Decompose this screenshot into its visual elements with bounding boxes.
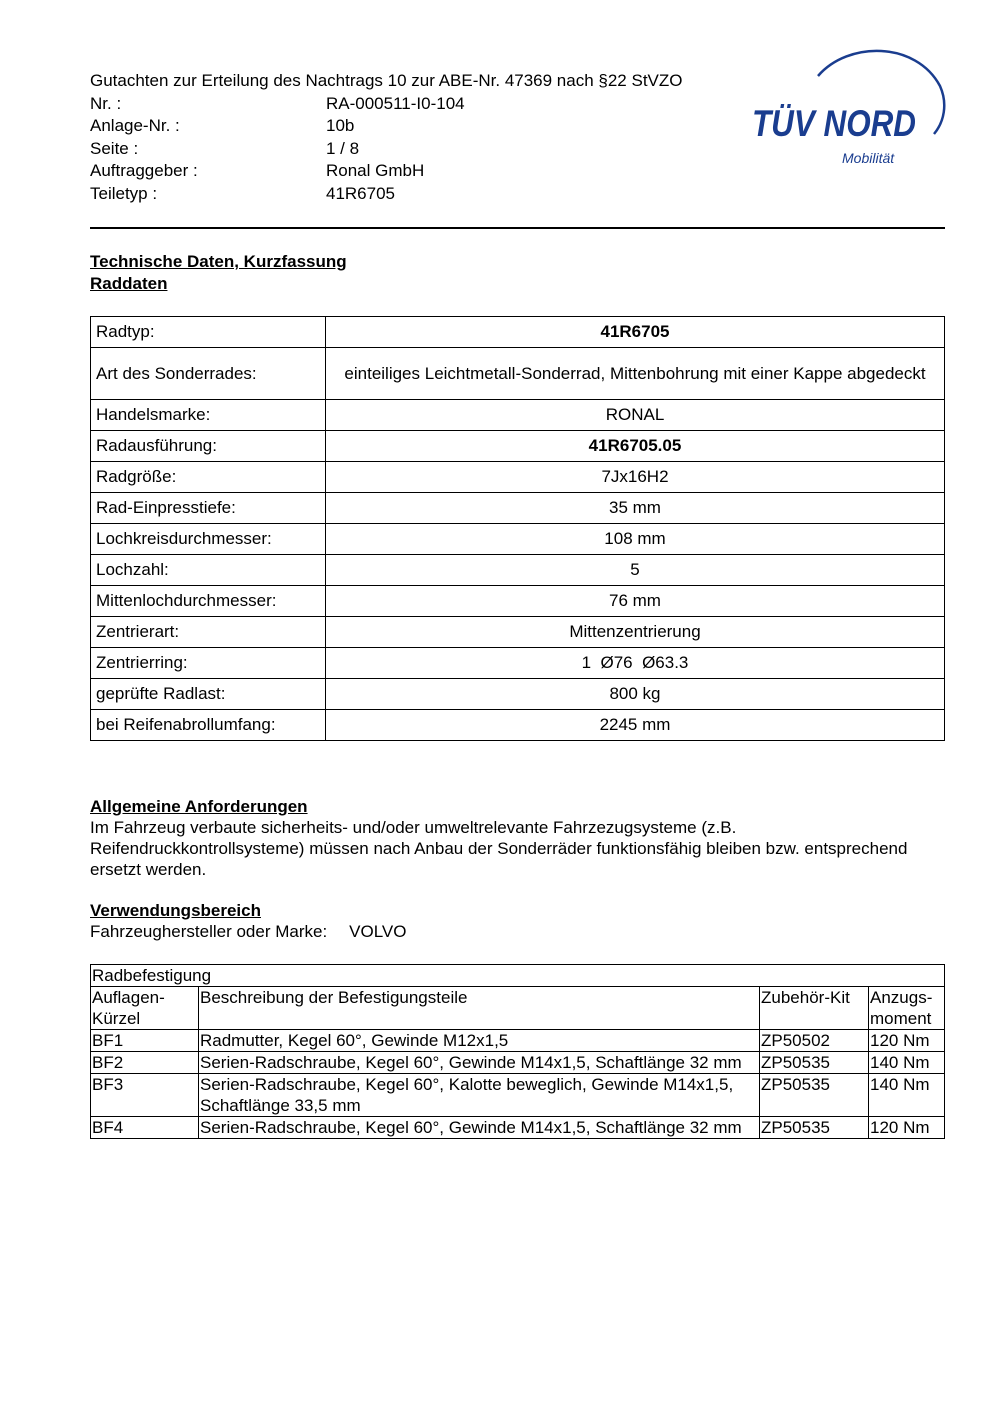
cell-kit: ZP50535 (760, 1052, 869, 1074)
section-title-tech: Technische Daten, Kurzfassung (90, 252, 347, 271)
cell-desc: Serien-Radschraube, Kegel 60°, Gewinde M14x1,5, Schaftlänge 32 mm (199, 1052, 760, 1074)
header-value: 10b (326, 116, 355, 136)
header-label: Seite : (90, 138, 139, 158)
row-value: 2245 mm (326, 710, 945, 741)
header-row-nr (90, 93, 750, 116)
table-row (91, 679, 945, 710)
row-value: 1 Ø76 Ø63.3 (326, 648, 945, 679)
logo-brand: TÜV NORD (752, 103, 916, 144)
row-label: Radtyp: (91, 317, 326, 348)
table-row (91, 348, 945, 400)
row-value: einteiliges Leichtmetall-Sonderrad, Mittenbohrung mit einer Kappe abgedeckt (326, 348, 945, 400)
row-label: Rad-Einpresstiefe: (91, 493, 326, 524)
header-row-seite (90, 138, 750, 161)
row-value: 41R6705 (326, 317, 945, 348)
row-label: Mittenlochdurchmesser: (91, 586, 326, 617)
section-title-verwendung: Verwendungsbereich (90, 901, 261, 920)
table-row (91, 1052, 945, 1074)
logo-subtitle: Mobilität (842, 150, 895, 166)
cell-desc: Serien-Radschraube, Kegel 60°, Kalotte beweglich, Gewinde M14x1,5, Schaftlänge 33,5 mm (199, 1074, 760, 1117)
cell-desc: Radmutter, Kegel 60°, Gewinde M12x1,5 (199, 1030, 760, 1052)
row-value: 7Jx16H2 (326, 462, 945, 493)
cell-desc: Serien-Radschraube, Kegel 60°, Gewinde M14x1,5, Schaftlänge 32 mm (199, 1117, 760, 1139)
row-label: Handelsmarke: (91, 400, 326, 431)
header-value: 1 / 8 (326, 138, 360, 158)
row-label: Radgröße: (91, 462, 326, 493)
cell-code: BF1 (91, 1030, 199, 1052)
table-row (91, 648, 945, 679)
header-row-teiletyp (90, 183, 750, 206)
header-value: Ronal GmbH (326, 161, 425, 181)
table-row (91, 1030, 945, 1052)
row-value: 108 mm (326, 524, 945, 555)
row-label: geprüfte Radlast: (91, 679, 326, 710)
cell-torque: 140 Nm (869, 1074, 945, 1117)
header-label: Nr. : (90, 93, 122, 113)
cell-code: BF3 (91, 1074, 199, 1117)
raddaten-table (90, 316, 945, 741)
cell-torque: 120 Nm (869, 1117, 945, 1139)
row-value: Mittenzentrierung (326, 617, 945, 648)
row-value: 35 mm (326, 493, 945, 524)
cell-kit: ZP50502 (760, 1030, 869, 1052)
row-label: Zentrierart: (91, 617, 326, 648)
cell-torque: 140 Nm (869, 1052, 945, 1074)
row-label: Zentrierring: (91, 648, 326, 679)
document-header (90, 70, 750, 206)
row-value: 5 (326, 555, 945, 586)
table-row (91, 524, 945, 555)
table-header-row (91, 987, 945, 1030)
table-row (91, 710, 945, 741)
column-header: Zubehör-Kit (760, 987, 869, 1030)
column-header: Anzugs- moment (869, 987, 945, 1030)
row-value: 800 kg (326, 679, 945, 710)
cell-code: BF4 (91, 1117, 199, 1139)
table-row (91, 586, 945, 617)
row-label: Art des Sonderrades: (91, 348, 326, 400)
table-row (91, 462, 945, 493)
section-title-allgemein: Allgemeine Anforderungen (90, 797, 308, 816)
row-label: bei Reifenabrollumfang: (91, 710, 326, 741)
cell-code: BF2 (91, 1052, 199, 1074)
table-row (91, 317, 945, 348)
table-row (91, 617, 945, 648)
table-row (91, 400, 945, 431)
column-header: Auflagen- Kürzel (91, 987, 199, 1030)
column-header: Beschreibung der Befestigungsteile (199, 987, 760, 1030)
verwendung-line (90, 921, 945, 942)
table-row (91, 493, 945, 524)
cell-kit: ZP50535 (760, 1074, 869, 1117)
row-label: Lochzahl: (91, 555, 326, 586)
cell-kit: ZP50535 (760, 1117, 869, 1139)
row-label: Radausführung: (91, 431, 326, 462)
allgemein-text: Im Fahrzeug verbaute sicherheits- und/oder umweltrelevante Fahrzezugsysteme (z.B. Reifendruckkontrollsysteme) müssen nach Anbau der Sonderräder funktionsfähig bleiben bzw. entsprechend ersetzt werden. (90, 818, 908, 879)
table-row (91, 431, 945, 462)
befestigung-table (90, 964, 945, 1139)
header-label: Teiletyp : (90, 183, 158, 203)
verwendung-value: VOLVO (349, 922, 407, 941)
header-row-anlage (90, 115, 750, 138)
tuv-nord-logo (748, 46, 948, 176)
table-title: Radbefestigung (91, 965, 945, 987)
table-row (91, 555, 945, 586)
table-title-row (91, 965, 945, 987)
header-label: Auftraggeber : (90, 161, 198, 181)
table-row (91, 1074, 945, 1117)
section-title-raddaten: Raddaten (90, 274, 168, 293)
cell-torque: 120 Nm (869, 1030, 945, 1052)
row-label: Lochkreisdurchmesser: (91, 524, 326, 555)
header-value: 41R6705 (326, 183, 396, 203)
table-row (91, 1117, 945, 1139)
header-value: RA-000511-I0-104 (326, 93, 465, 113)
header-label: Anlage-Nr. : (90, 116, 180, 136)
verwendung-label: Fahrzeughersteller oder Marke: (90, 922, 328, 941)
row-value: RONAL (326, 400, 945, 431)
row-value: 41R6705.05 (326, 431, 945, 462)
row-value: 76 mm (326, 586, 945, 617)
header-row-auftraggeber (90, 160, 750, 183)
document-title: Gutachten zur Erteilung des Nachtrags 10 zur ABE-Nr. 47369 nach §22 StVZO (90, 71, 683, 90)
header-divider (90, 227, 945, 229)
